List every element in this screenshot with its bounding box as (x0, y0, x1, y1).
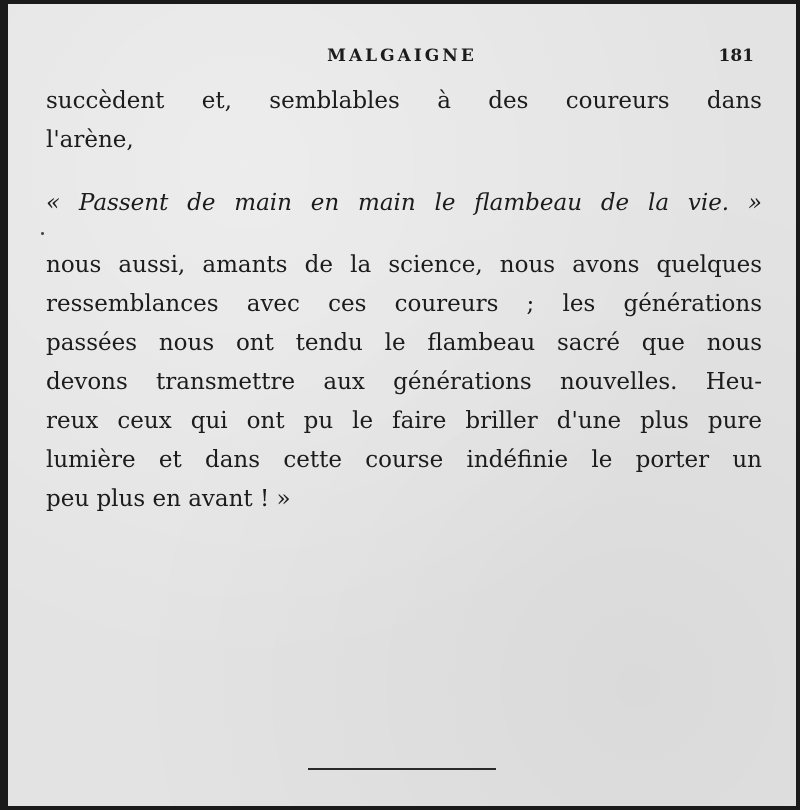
paragraph-continuation (46, 82, 762, 160)
book-page (8, 4, 796, 806)
text-line: reux ceux qui ont pu le faire briller d'une plus pure (46, 408, 762, 434)
text-line: nous aussi, amants de la science, nous avons quelques (46, 252, 762, 278)
text-line: l'arène, (46, 127, 134, 153)
paragraph-main (46, 246, 762, 519)
text-line: peu plus en avant ! » (46, 486, 291, 512)
text-line: ressemblances avec ces coureurs ; les générations (46, 291, 762, 317)
text-line: passées nous ont tendu le flambeau sacré que nous (46, 330, 762, 356)
running-head (8, 46, 796, 72)
text-line: lumière et dans cette course indéfinie le porter un (46, 447, 762, 473)
verse-quotation: « Passent de main en main le flambeau de la vie. » (46, 190, 762, 216)
text-line: succèdent et, semblables à des coureurs dans (46, 88, 762, 114)
ink-speck (41, 232, 44, 235)
running-head-title: MALGAIGNE (327, 46, 477, 66)
end-rule (308, 768, 496, 770)
page-number: 181 (718, 46, 754, 66)
text-line: devons transmettre aux générations nouvelles. Heu- (46, 369, 762, 395)
